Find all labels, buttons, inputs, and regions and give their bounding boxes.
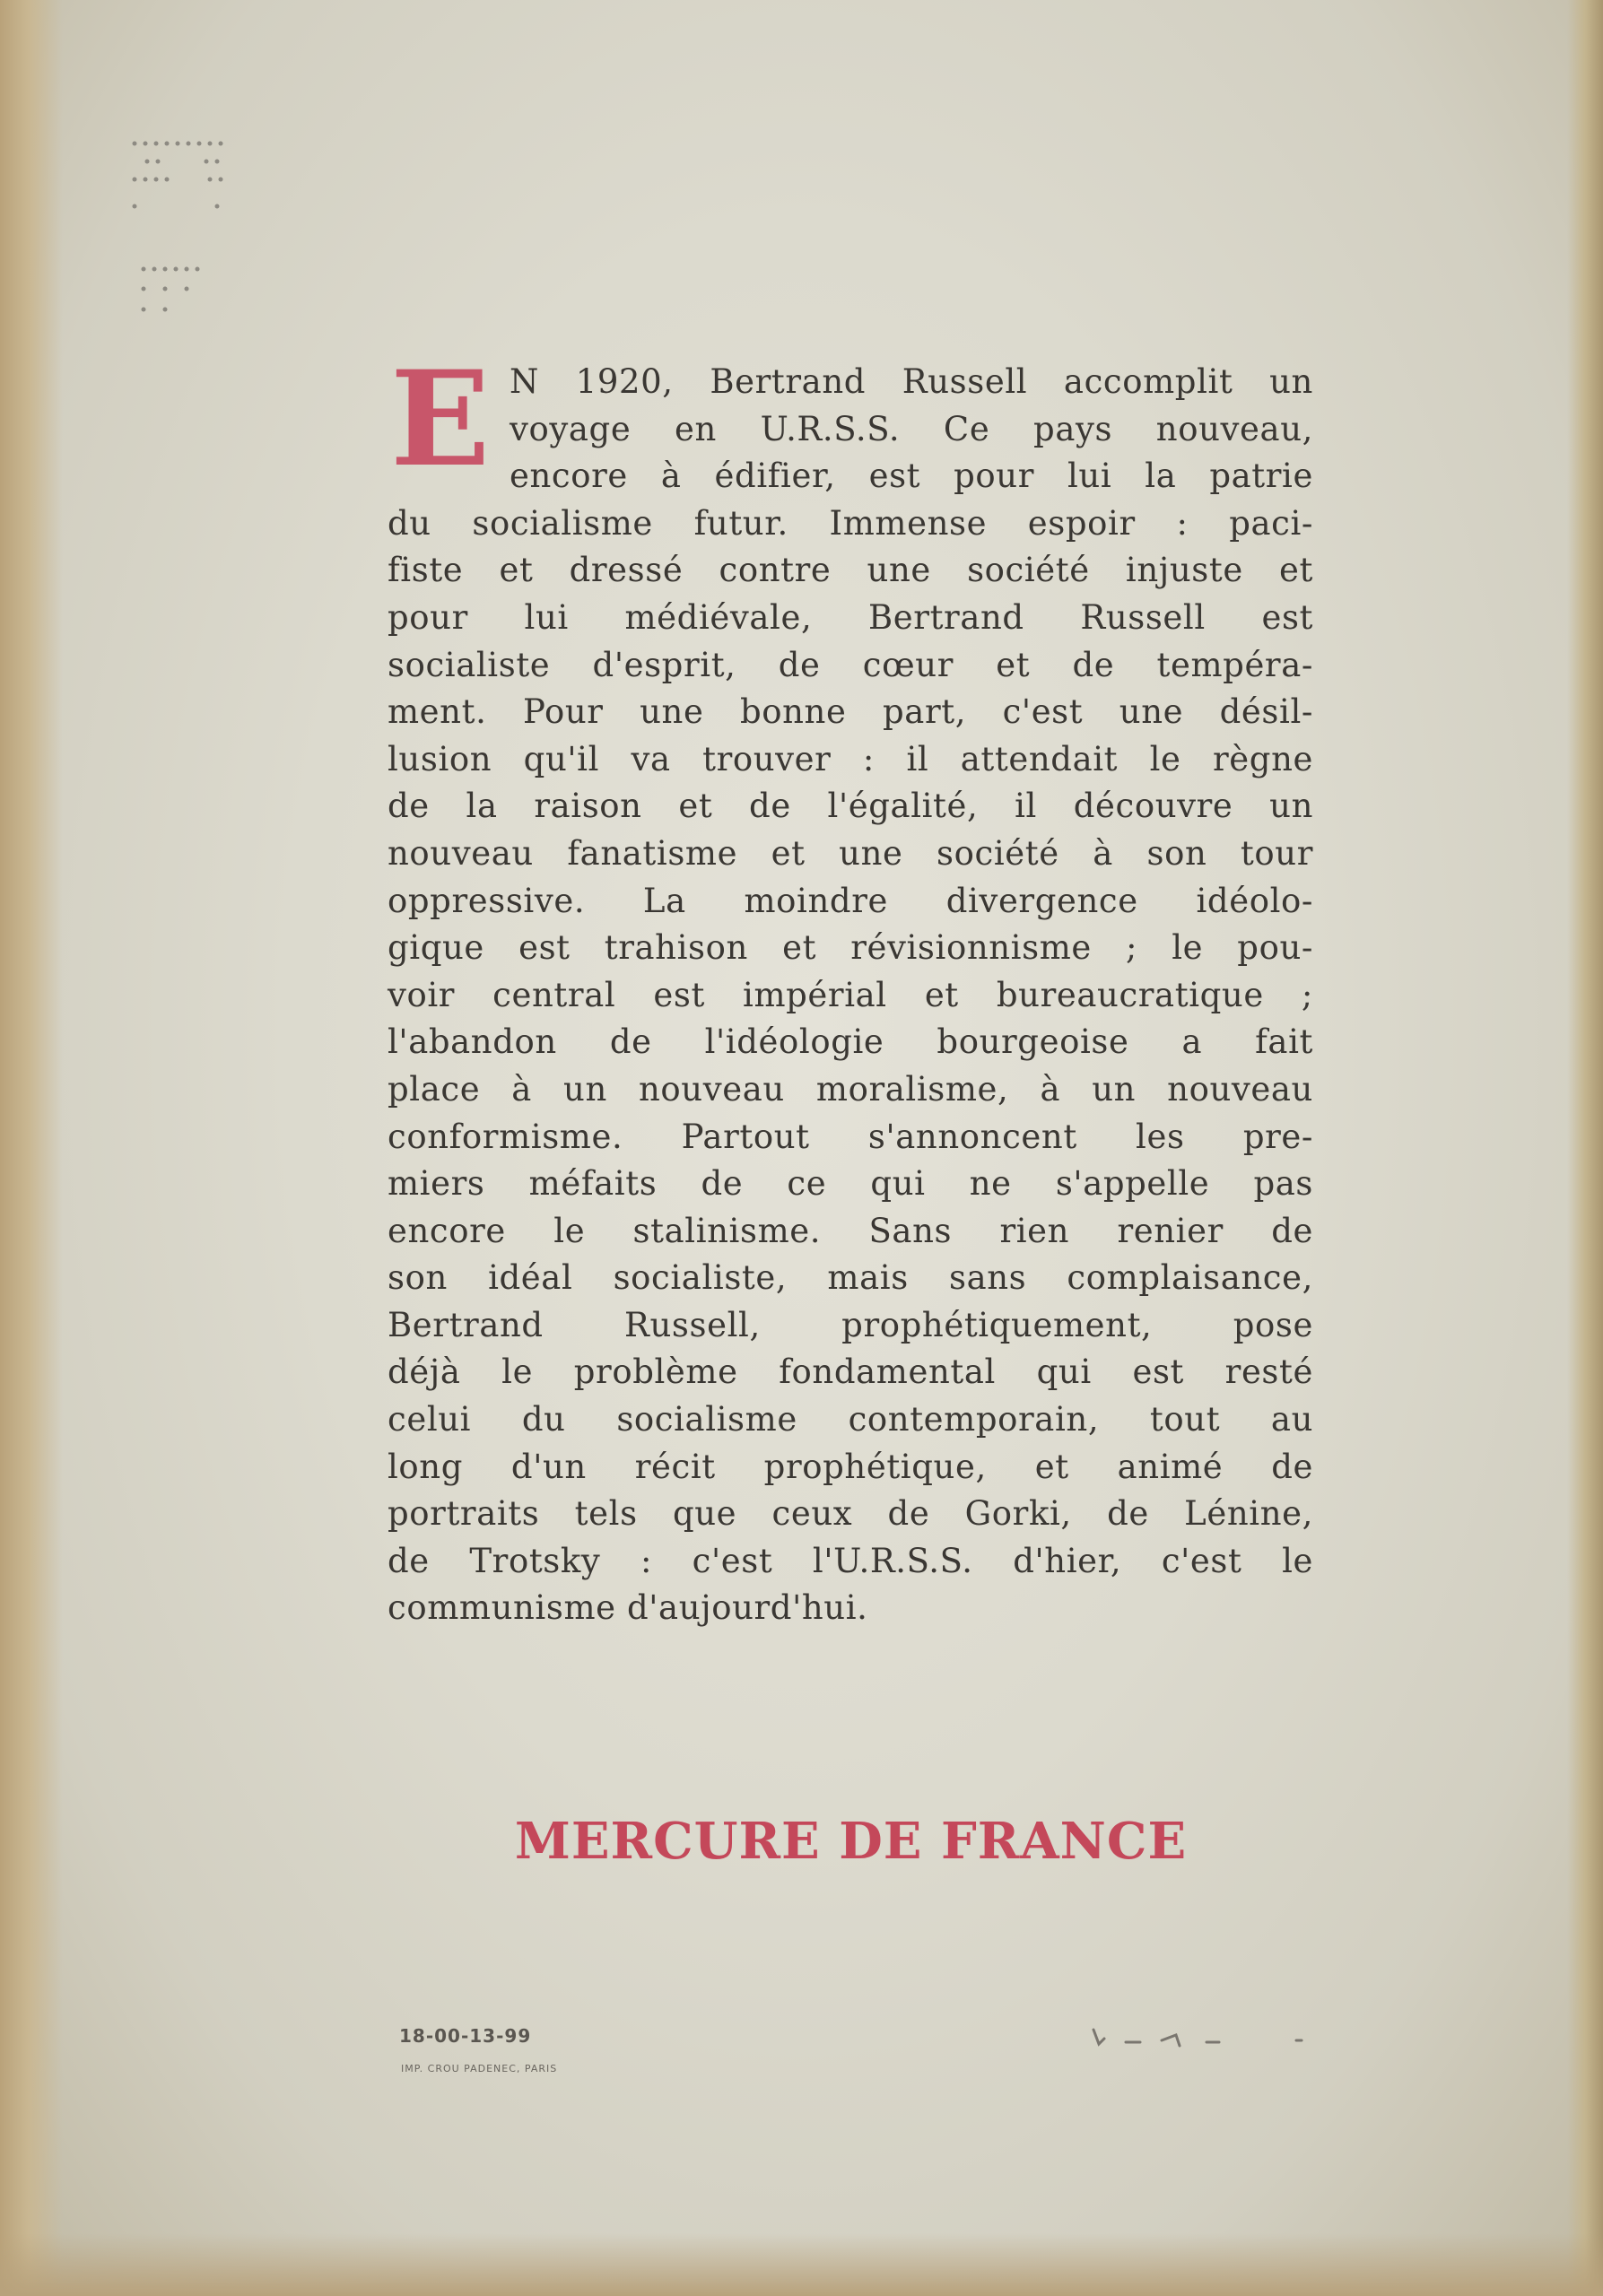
blurb-text: [388, 343, 1313, 1632]
blurb-line: long d'un récit prophétique, et animé de: [388, 1447, 1313, 1486]
blurb-line: portraits tels que ceux de Gorki, de Lénine,: [388, 1494, 1313, 1534]
blurb-line: gique est trahison et révisionnisme ; le pou-: [388, 928, 1313, 968]
blurb-line: celui du socialisme contemporain, tout au: [388, 1400, 1313, 1439]
paper-edge-left: [0, 0, 63, 2296]
blurb-line: de Trotsky : c'est l'U.R.S.S. d'hier, c'est le: [388, 1541, 1313, 1580]
blurb-line: ment. Pour une bonne part, c'est une désil-: [388, 692, 1313, 732]
pencil-marks: [1090, 2022, 1314, 2058]
blurb-line: du socialisme futur. Immense espoir : paci-: [388, 503, 1313, 543]
blurb-line: encore à édifier, est pour lui la patrie: [510, 457, 1313, 496]
blurb-line: communisme d'aujourd'hui.: [388, 1588, 868, 1628]
blurb-line: conformisme. Partout s'annoncent les pre-: [388, 1117, 1313, 1156]
blurb-line: de la raison et de l'égalité, il découvre un: [388, 787, 1313, 826]
publisher-name: MERCURE DE FRANCE: [514, 1812, 1188, 1871]
blurb-line: déjà le problème fondamental qui est resté: [388, 1352, 1313, 1392]
blurb-line: son idéal socialiste, mais sans complaisance,: [388, 1258, 1313, 1298]
paper-edge-right: [1567, 0, 1603, 2296]
printer-line: IMP. CROU PADENEC, PARIS: [401, 2063, 558, 2074]
blurb-line: l'abandon de l'idéologie bourgeoise a fait: [388, 1022, 1313, 1062]
blurb-line: fiste et dressé contre une société injuste et: [388, 551, 1313, 590]
print-code: 18-00-13-99: [399, 2025, 532, 2047]
blurb-line: oppressive. La moindre divergence idéolo-: [388, 881, 1313, 920]
blurb-line: socialiste d'esprit, de cœur et de tempéra-: [388, 645, 1313, 684]
blurb-line: voyage en U.R.S.S. Ce pays nouveau,: [510, 409, 1313, 448]
blurb-line: Bertrand Russell, prophétiquement, pose: [388, 1305, 1313, 1344]
paper-edge-bottom: [0, 2233, 1603, 2296]
blurb-line: N 1920, Bertrand Russell accomplit un: [510, 362, 1313, 401]
blurb-line: pour lui médiévale, Bertrand Russell est: [388, 597, 1313, 637]
blurb-line: lusion qu'il va trouver : il attendait le règne: [388, 739, 1313, 778]
dropcap-letter: E: [390, 343, 491, 496]
blurb-line: miers méfaits de ce qui ne s'appelle pas: [388, 1164, 1313, 1204]
blurb-line: voir central est impérial et bureaucratique ;: [388, 975, 1313, 1014]
blurb-line: encore le stalinisme. Sans rien renier de: [388, 1211, 1313, 1250]
perforation-marks: [126, 135, 251, 350]
blurb-line: nouveau fanatisme et une société à son tour: [388, 833, 1313, 873]
blurb-line: place à un nouveau moralisme, à un nouveau: [388, 1069, 1313, 1109]
